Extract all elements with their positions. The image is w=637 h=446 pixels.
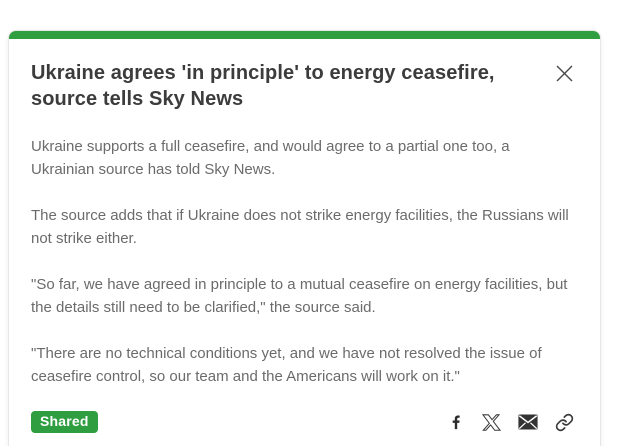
post-paragraph: The source adds that if Ukraine does not strike energy facilities, the Russians will not strike either.	[31, 207, 569, 247]
email-icon	[518, 418, 538, 433]
post-headline: Ukraine agrees 'in principle' to energy ceasefire, source tells Sky News	[31, 62, 495, 110]
shared-badge: Shared	[31, 411, 98, 433]
share-icons-group	[447, 413, 576, 432]
share-facebook-button[interactable]	[447, 413, 465, 431]
close-icon	[555, 71, 574, 86]
close-button[interactable]	[553, 62, 576, 85]
share-x-button[interactable]	[482, 413, 501, 432]
post-paragraph: Ukraine supports a full ceasefire, and would agree to a partial one too, a Ukrainian source has told Sky News.	[31, 138, 510, 178]
share-link-button[interactable]	[555, 413, 574, 432]
x-icon	[482, 420, 501, 435]
headline-row	[31, 60, 576, 112]
card-content	[9, 39, 600, 433]
news-post-card	[8, 30, 601, 446]
post-paragraph: "There are no technical conditions yet, and we have not resolved the issue of ceasefire control, so our team and the Americans will work on it."	[31, 345, 542, 385]
facebook-icon	[447, 419, 465, 434]
post-body	[31, 135, 576, 388]
post-footer	[31, 411, 576, 433]
post-paragraph: "So far, we have agreed in principle to a mutual ceasefire on energy facilities, but the details still need to be clarified," the source said.	[31, 276, 568, 316]
share-email-button[interactable]	[518, 414, 538, 430]
link-icon	[555, 420, 574, 435]
card-accent-bar	[9, 31, 600, 39]
